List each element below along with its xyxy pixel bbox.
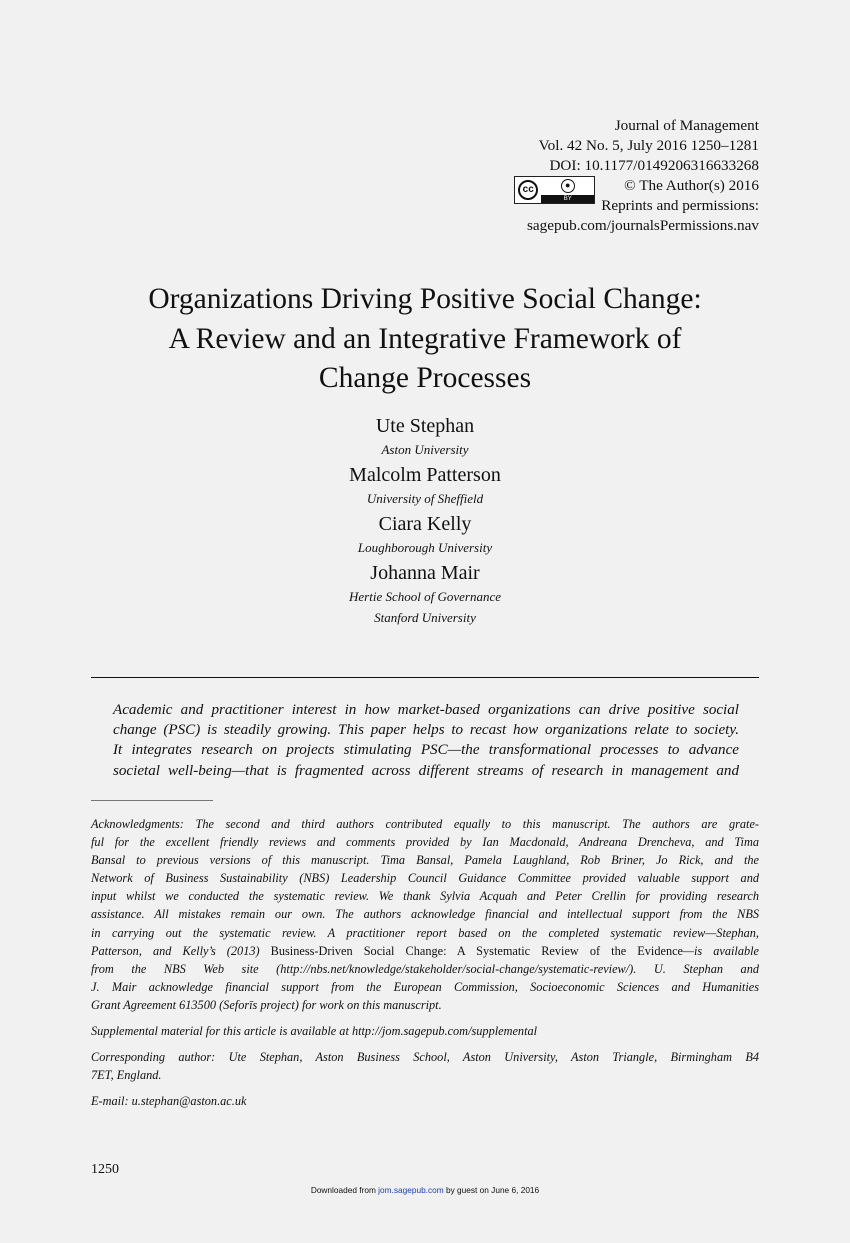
reprints-label: Reprints and permissions: <box>601 196 759 214</box>
report-title: Business-Driven Social Change: A Systematic Review of the Evidence <box>270 943 684 958</box>
journal-volume: Vol. 42 No. 5, July 2016 1250–1281 <box>538 136 759 154</box>
author-affiliation: University of Sheffield <box>366 491 484 506</box>
author-list <box>0 414 850 631</box>
abstract-line: It integrates research on projects stimulating PSC—the transformational processes to advance <box>113 742 739 759</box>
footnote-line: in carrying out the systematic review. A practitioner report based on the completed systematic review—Stephan, <box>91 925 759 940</box>
footnote-line: from the NBS Web site (http://nbs.net/knowledge/stakeholder/social-change/systematic-review/). U. Stephan and <box>91 961 759 976</box>
acknowledgments <box>91 815 759 1014</box>
corresponding-author <box>91 1048 759 1084</box>
attribution-person-icon: ● <box>561 179 575 193</box>
footnote-line: input whilst we conducted the systematic review. We thank Sylvia Acquah and Peter Crellin for providing research <box>91 889 759 904</box>
abstract-line: change (PSC) is steadily growing. This paper helps to recast how organizations relate to society. <box>113 722 739 739</box>
footnote-line: Acknowledgments: The second and third authors contributed equally to this manuscript. The authors are grate- <box>91 817 759 831</box>
title-line: Organizations Driving Positive Social Change: <box>148 283 702 315</box>
journal-info <box>514 116 759 235</box>
author-affiliation: Loughborough University <box>357 540 493 555</box>
page-number: 1250 <box>91 1162 119 1177</box>
author-affiliation: Hertie School of Governance <box>349 589 501 604</box>
email[interactable]: E-mail: u.stephan@aston.ac.uk <box>91 1094 247 1109</box>
footnote-line: 7ET, England. <box>91 1068 162 1083</box>
footnote-line: Bansal to previous versions of this manuscript. Tima Bansal, Pamela Laughland, Rob Briner, Jo Rick, and the <box>91 853 759 868</box>
cc-icon: cc <box>518 180 538 200</box>
footnotes <box>91 815 759 1118</box>
permissions-link[interactable]: sagepub.com/journalsPermissions.nav <box>526 216 759 234</box>
abstract-line: Academic and practitioner interest in how market-based organizations can drive positive social <box>113 702 739 718</box>
journal-name: Journal of Management <box>614 117 759 134</box>
title-line: A Review and an Integrative Framework of <box>168 322 682 355</box>
footnote-line: ful for the excellent friendly reviews and comments provided by Ian Macdonald, Andreana Drencheva, and Tima <box>91 835 759 850</box>
creative-commons-by-icon[interactable] <box>514 176 595 204</box>
abstract <box>113 700 739 781</box>
title-line: Change Processes <box>318 362 532 394</box>
supplemental-note <box>91 1022 759 1040</box>
by-label: BY <box>541 195 594 203</box>
download-notice: Downloaded from jom.sagepub.com by guest on June 6, 2016 <box>310 1185 540 1195</box>
section-divider <box>91 677 759 678</box>
author-name: Malcolm Patterson <box>349 464 501 486</box>
journal-doi[interactable]: DOI: 10.1177/0149206316633268 <box>549 156 759 174</box>
copyright: © The Author(s) 2016 <box>624 176 759 194</box>
download-source-link[interactable]: jom.sagepub.com <box>378 1185 444 1195</box>
footnote-line: Supplemental material for this article is available at http://jom.sagepub.com/supplemental <box>91 1024 538 1039</box>
author-affiliation: Stanford University <box>374 610 476 625</box>
footnote-line: Patterson, and Kelly’s (2013) Business-Driven Social Change: A Systematic Review of the Evidence—is available <box>91 943 759 958</box>
abstract-line: societal well-being—that is fragmented across different streams of research in management and <box>113 762 739 779</box>
paper-title <box>0 280 850 399</box>
email-note <box>91 1092 759 1110</box>
footnote-line: Grant Agreement 613500 (Seforīs project) for work on this manuscript. <box>91 997 442 1012</box>
author-name: Johanna Mair <box>370 562 480 584</box>
author-name: Ute Stephan <box>375 415 475 437</box>
footnote-line: assistance. All mistakes remain our own. The authors acknowledge financial and intellectual support from the NBS <box>91 907 759 922</box>
footnote-divider <box>91 800 213 801</box>
footnote-line: Corresponding author: Ute Stephan, Aston Business School, Aston University, Aston Triangle, Birmingham B4 <box>91 1050 759 1065</box>
author-affiliation: Aston University <box>381 442 469 457</box>
license-row <box>514 176 759 216</box>
footnote-line: J. Mair acknowledge financial support from the European Commission, Socioeconomic Sciences and Humanities <box>91 979 759 994</box>
footnote-line: Network of Business Sustainability (NBS) Leadership Council Guidance Committee provided valuable support and <box>91 871 759 886</box>
author-name: Ciara Kelly <box>378 513 472 535</box>
